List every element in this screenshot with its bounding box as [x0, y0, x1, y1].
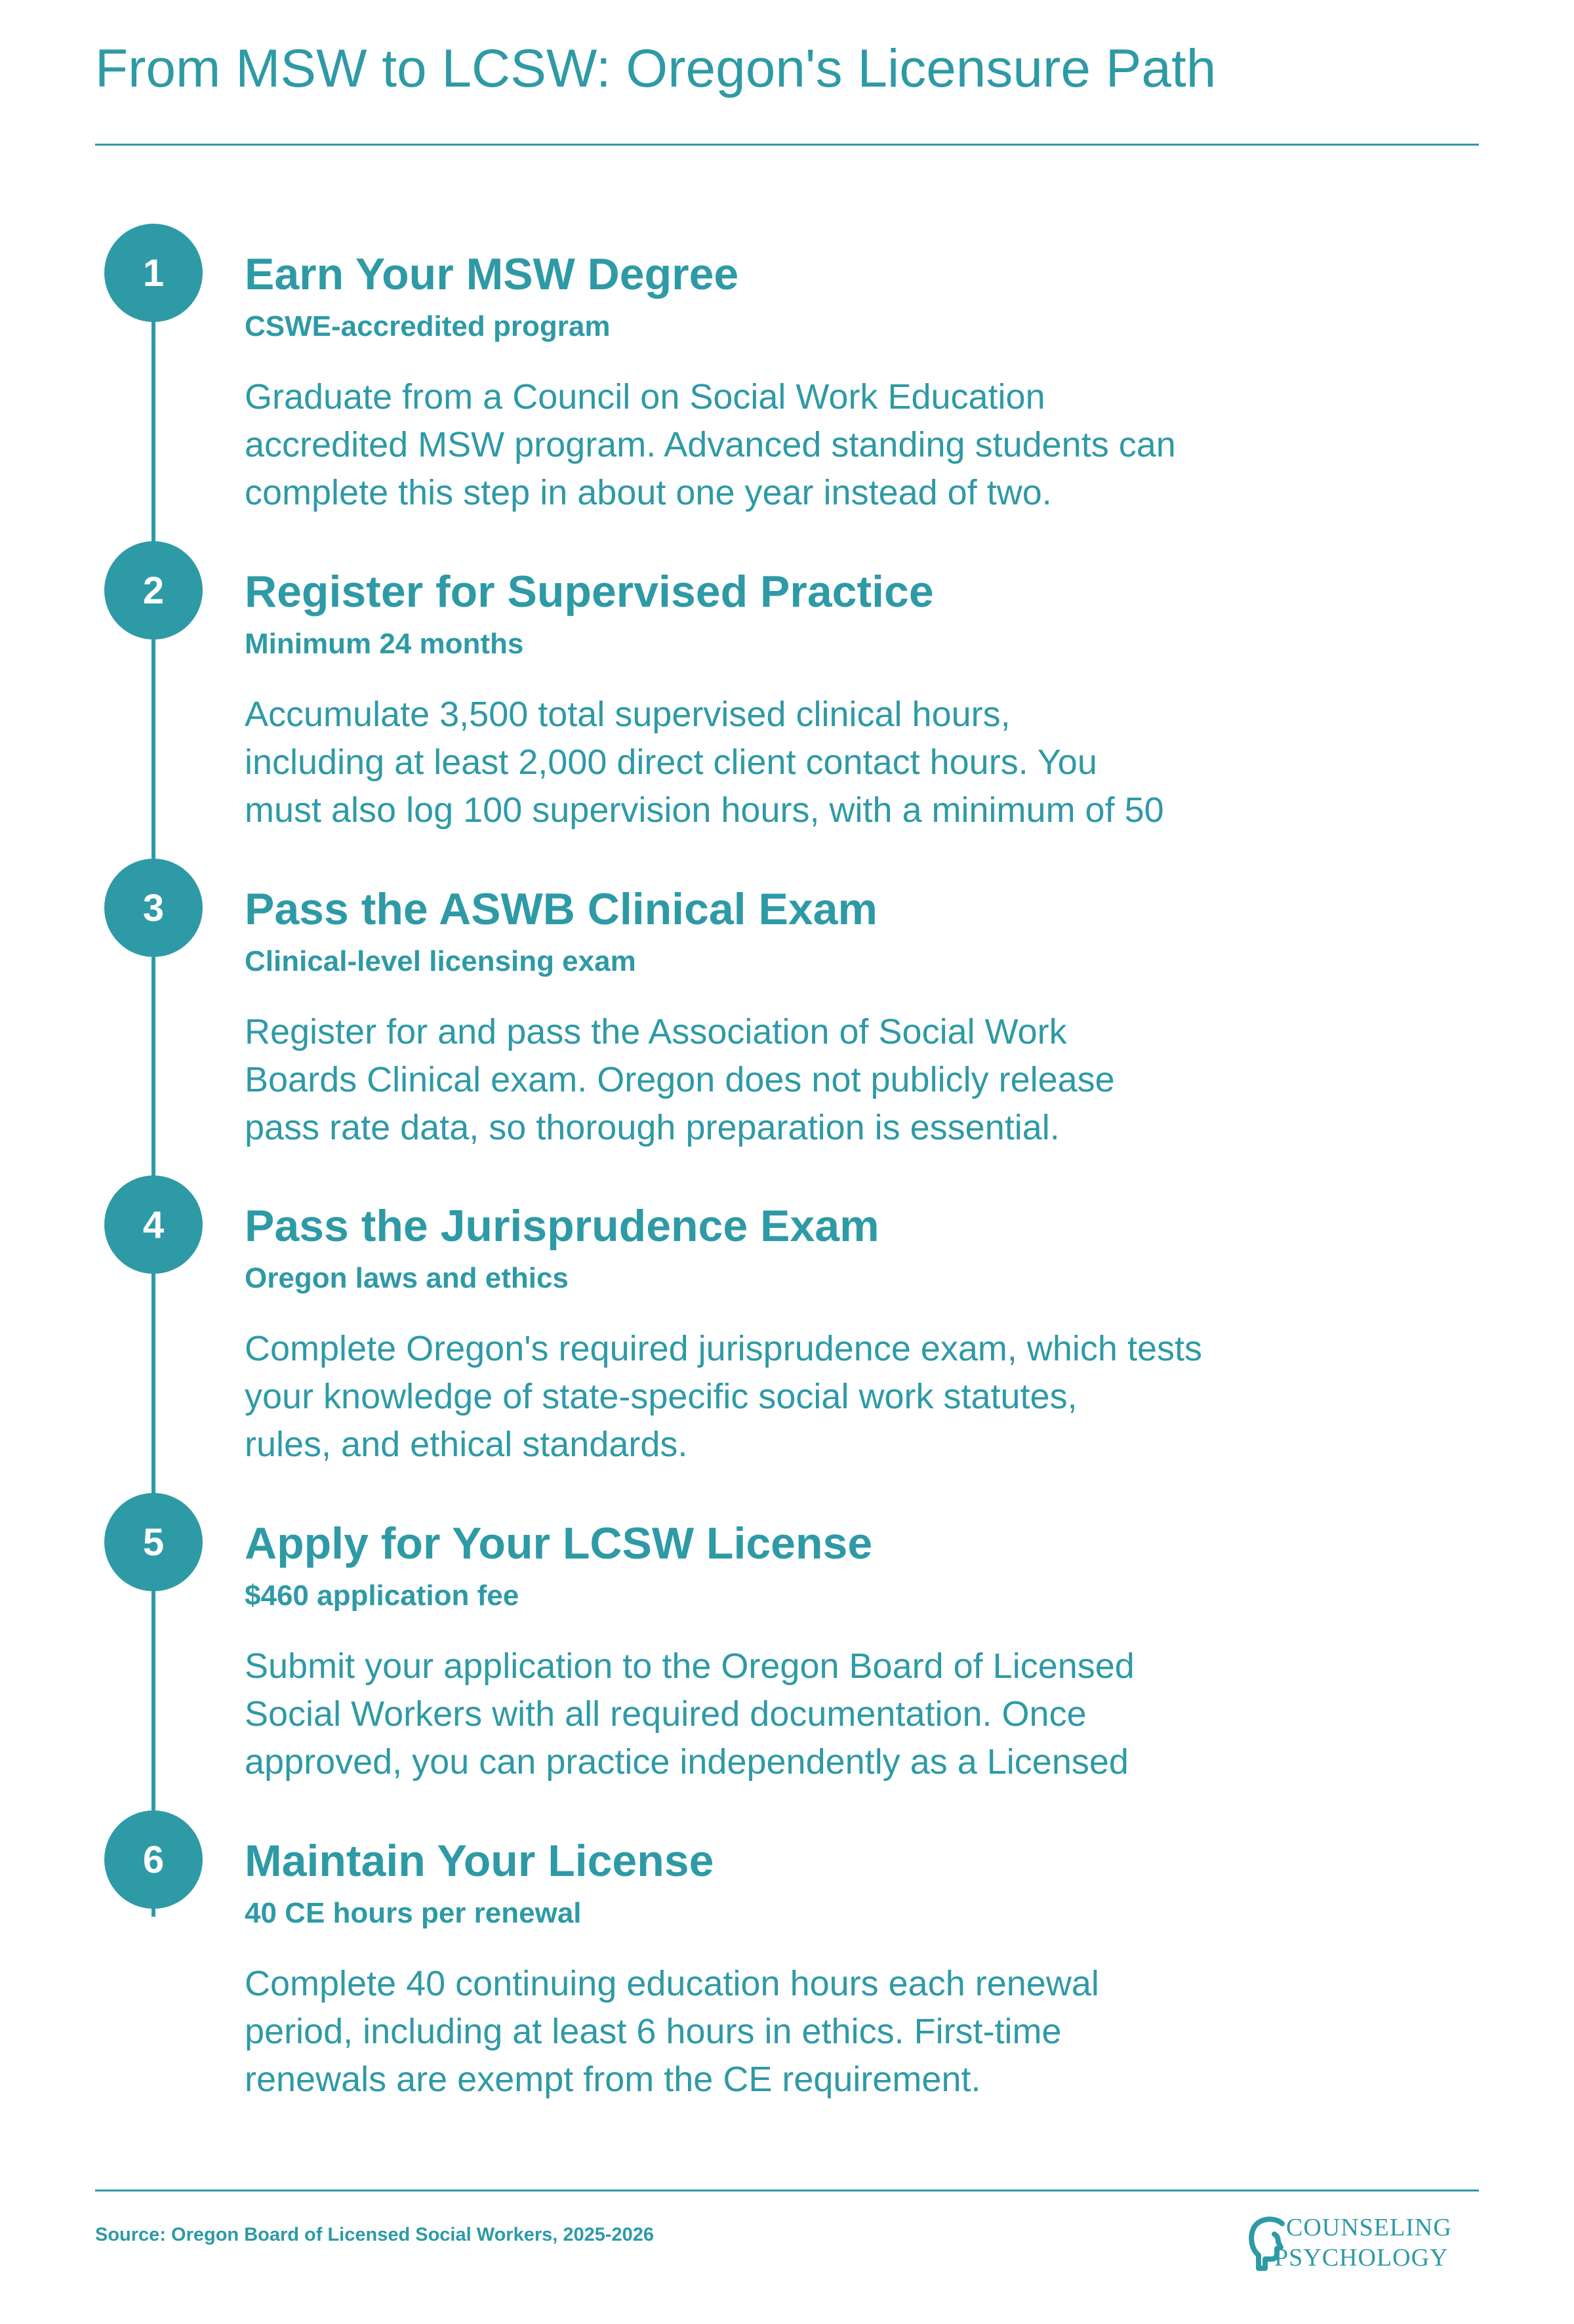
step-description-line: accredited MSW program. Advanced standing students can — [245, 425, 1176, 464]
step-description — [245, 373, 1320, 517]
source-citation: Source: Oregon Board of Licensed Social Workers, 2025-2026 — [95, 2224, 655, 2245]
step-description-line: your knowledge of state-specific social work statutes, — [245, 1377, 1078, 1416]
step-description-line: Complete 40 continuing education hours each renewal — [245, 1964, 1099, 2003]
logo-text-line-1: COUNSELING — [1286, 2214, 1452, 2241]
step-description-line: Boards Clinical exam. Oregon does not publicly release — [245, 1060, 1115, 1099]
step-subtitle: Minimum 24 months — [245, 628, 524, 660]
step-6 — [0, 1810, 1574, 2112]
step-5 — [0, 1493, 1574, 1795]
footer-divider — [95, 2190, 1479, 2191]
step-description — [245, 1325, 1320, 1469]
step-description — [245, 1642, 1320, 1786]
step-description-line: Register for and pass the Association of Social Work — [245, 1012, 1067, 1051]
step-title: Pass the Jurisprudence Exam — [245, 1201, 879, 1251]
step-subtitle: CSWE-accredited program — [245, 310, 611, 342]
page-title: From MSW to LCSW: Oregon's Licensure Path — [95, 39, 1217, 98]
step-description — [245, 1960, 1320, 2104]
step-3 — [0, 859, 1574, 1160]
step-description-line: approved, you can practice independently as a Licensed — [245, 1742, 1129, 1782]
step-number-badge: 2 — [104, 541, 203, 640]
step-description-line: complete this step in about one year instead of two. — [245, 473, 1052, 512]
step-number-badge: 6 — [104, 1810, 203, 1909]
step-1 — [0, 224, 1574, 525]
step-title: Maintain Your License — [245, 1836, 714, 1886]
step-description-line: rules, and ethical standards. — [245, 1425, 688, 1464]
step-title: Earn Your MSW Degree — [245, 249, 739, 299]
counseling-psychology-logo — [1248, 2209, 1484, 2275]
step-title: Pass the ASWB Clinical Exam — [245, 884, 878, 934]
step-4 — [0, 1175, 1574, 1477]
step-description-line: Accumulate 3,500 total supervised clinical hours, — [245, 695, 1011, 734]
step-subtitle: 40 CE hours per renewal — [245, 1897, 582, 1929]
step-description — [245, 1008, 1320, 1152]
step-description-line: Submit your application to the Oregon Board of Licensed — [245, 1646, 1135, 1686]
step-title: Apply for Your LCSW License — [245, 1519, 873, 1568]
step-number-badge: 4 — [104, 1175, 203, 1274]
step-description-line: Social Workers with all required documentation. Once — [245, 1694, 1087, 1734]
step-description-line: including at least 2,000 direct client contact hours. You — [245, 743, 1097, 782]
step-subtitle: Clinical-level licensing exam — [245, 945, 636, 977]
step-number-badge: 5 — [104, 1493, 203, 1591]
step-description-line: pass rate data, so thorough preparation is essential. — [245, 1108, 1060, 1147]
header-divider — [95, 144, 1479, 146]
step-2 — [0, 541, 1574, 843]
step-description-line: Graduate from a Council on Social Work Education — [245, 377, 1045, 417]
step-description-line: renewals are exempt from the CE requirement. — [245, 2060, 981, 2099]
step-subtitle: $460 application fee — [245, 1580, 519, 1612]
step-title: Register for Supervised Practice — [245, 567, 934, 617]
step-subtitle: Oregon laws and ethics — [245, 1262, 569, 1294]
step-description-line: must also log 100 supervision hours, with a minimum of 50 — [245, 790, 1164, 830]
step-number-badge: 1 — [104, 224, 203, 322]
logo-text-line-2: PSYCHOLOGY — [1274, 2244, 1449, 2272]
step-description-line: Complete Oregon's required jurisprudence exam, which tests — [245, 1329, 1203, 1368]
step-number-badge: 3 — [104, 859, 203, 957]
step-description-line: period, including at least 6 hours in ethics. First-time — [245, 2012, 1062, 2051]
step-description — [245, 691, 1320, 834]
